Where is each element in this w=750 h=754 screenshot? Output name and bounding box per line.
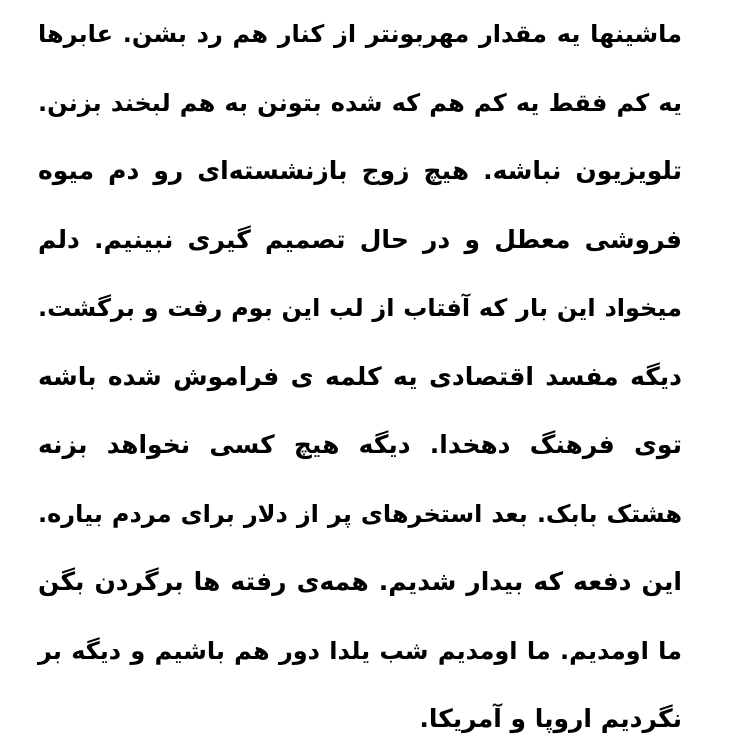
text-line-9: این دفعه که بیدار شدیم. همه‌ی رفته ها برگردن بگن bbox=[38, 567, 682, 596]
text-line-1: ماشینها یه مقدار مهربونتر از کنار هم رد بشن. عابرها bbox=[38, 20, 682, 48]
text-line-6: دیگه مفسد اقتصادی یه کلمه ی فراموش شده باشه bbox=[38, 361, 682, 391]
text-line-8: هشتک بابک. بعد استخرهای پر از دلار برای مردم بیاره. bbox=[38, 499, 682, 528]
text-line-5: میخواد این بار که آفتاب از لب این بوم رفت و برگشت. bbox=[38, 294, 682, 322]
text-line-10: ما اومدیم. ما اومدیم شب یلدا دور هم باشیم و دیگه بر bbox=[38, 636, 682, 665]
text-line-11: نگردیم اروپا و آمریکا. bbox=[419, 704, 682, 733]
text-line-7: توی فرهنگ دهخدا. دیگه هیچ کسی نخواهد بزنه bbox=[38, 430, 682, 459]
persian-text-paragraph bbox=[38, 0, 682, 754]
text-line-3: تلویزیون نباشه. هیچ زوج بازنشسته‌ای رو دم میوه bbox=[38, 156, 682, 185]
text-line-2: یه کم فقط یه کم هم که شده بتونن به هم لبخند بزنن. bbox=[38, 88, 682, 117]
text-line-4: فروشی معطل و در حال تصمیم گیری نبینیم. دلم bbox=[38, 224, 682, 254]
